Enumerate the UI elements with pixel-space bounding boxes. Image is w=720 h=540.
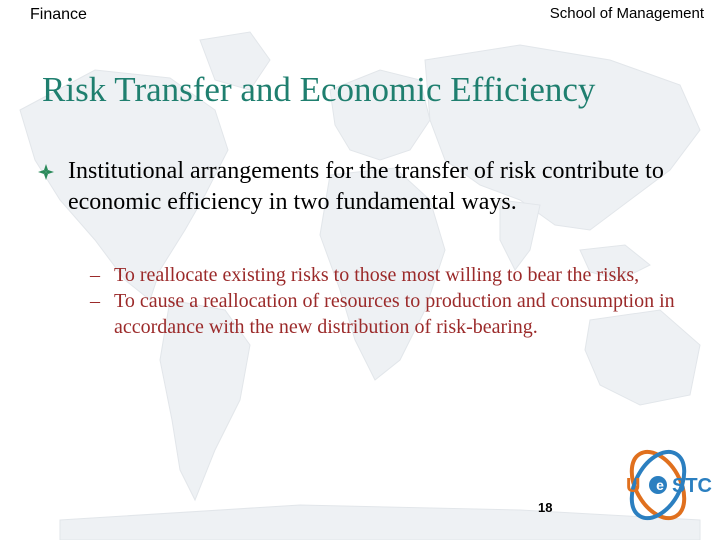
sub-item-text: To reallocate existing risks to those most willing to bear the risks, <box>114 264 640 286</box>
svg-text:U: U <box>626 475 641 497</box>
sub-item-text: To cause a reallocation of resources to production and consumption in accordance with the new distribution of risk-bearing. <box>114 290 675 338</box>
sub-list <box>90 262 680 340</box>
sub-item <box>90 288 680 340</box>
diamond-bullet-icon <box>38 164 54 180</box>
svg-text:e: e <box>656 477 664 493</box>
dash-marker: – <box>90 290 100 312</box>
header-school: School of Management <box>549 5 704 22</box>
dash-marker: – <box>90 264 100 286</box>
sub-item <box>90 262 680 288</box>
uestc-logo <box>620 440 716 530</box>
bullet-text: Institutional arrangements for the transfer of risk contribute to economic efficiency in two fundamental ways. <box>68 158 664 215</box>
slide-title: Risk Transfer and Economic Efficiency <box>42 70 596 109</box>
svg-text:STC: STC <box>672 475 712 497</box>
header-course: Finance <box>30 6 87 23</box>
page-number: 18 <box>538 500 553 515</box>
